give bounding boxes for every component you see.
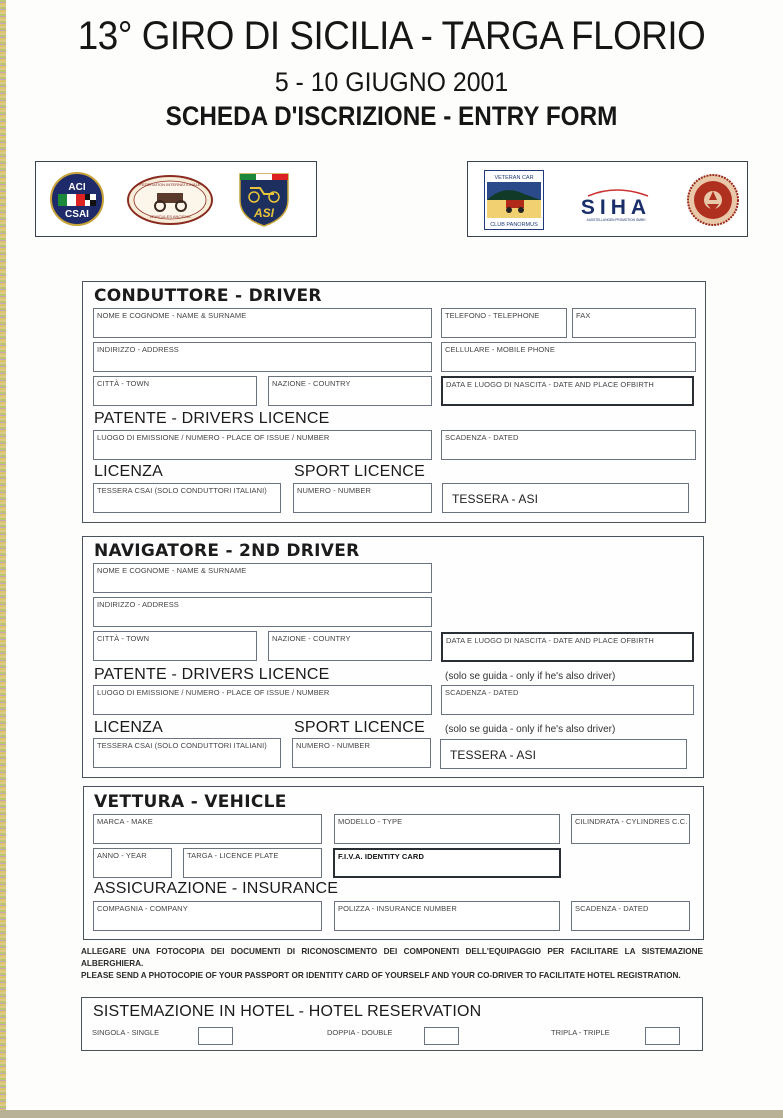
navigator-name-field[interactable] [93, 563, 432, 593]
hotel-triple-checkbox[interactable] [645, 1027, 680, 1045]
driver-licence-dated-field[interactable] [441, 430, 696, 460]
notice-italian: ALLEGARE UNA FOTOCOPIA DEI DOCUMENTI DI RICONOSCIMENTO DEI COMPONENTI DELL'EQUIPAGGIO PER FACILITARE LA SISTEMAZIONE ALBERGHIERA. [81, 947, 703, 968]
driver-telephone-label: TELEFONO - TELEPHONE [445, 311, 540, 320]
driver-sport-licence-heading: SPORT LICENCE [294, 463, 425, 480]
vehicle-fiva-card-field[interactable] [333, 848, 561, 878]
vehicle-cylinders-field[interactable] [571, 814, 690, 844]
event-dates: 5 - 10 GIUGNO 2001 [274, 67, 509, 97]
navigator-town-field[interactable] [93, 631, 257, 661]
csai-text: CSAI [65, 209, 89, 220]
driver-licence-place-field[interactable] [93, 430, 432, 460]
hotel-single-label: SINGOLA - SINGLE [92, 1028, 160, 1037]
vehicle-type-field[interactable] [334, 814, 560, 844]
navigator-licence-dated-field[interactable] [441, 685, 694, 715]
fiva-logo [127, 175, 213, 225]
hotel-double-checkbox[interactable] [424, 1027, 459, 1045]
navigator-country-field[interactable] [268, 631, 432, 661]
vehicle-plate-label: TARGA - LICENCE PLATE [187, 851, 279, 860]
driver-town-label: CITTÀ - TOWN [97, 379, 150, 388]
vehicle-fiva-card-label: F.I.V.A. IDENTITY CARD [338, 852, 424, 861]
navigator-asi-card-label: TESSERA - ASI [450, 748, 536, 762]
navigator-asi-card-field[interactable] [440, 739, 687, 769]
vehicle-make-label: MARCA - MAKE [97, 817, 153, 826]
driver-telephone-field[interactable] [441, 308, 567, 338]
driver-csai-card-label: TESSERA CSAI (SOLO CONDUTTORI ITALIANI) [97, 486, 267, 495]
insurance-dated-field[interactable] [571, 901, 690, 931]
insurance-policy-label: POLIZZA - INSURANCE NUMBER [338, 904, 457, 913]
driver-sport-number-field[interactable] [293, 483, 432, 513]
siha-subtext: AUSSTELLUNGEN PROMOTION GMBH [586, 218, 646, 222]
insurance-dated-label: SCADENZA - DATED [575, 904, 649, 913]
insurance-heading: ASSICURAZIONE - INSURANCE [94, 880, 339, 897]
driver-country-field[interactable] [268, 376, 432, 406]
driver-name-label: NOME E COGNOME - NAME & SURNAME [97, 311, 247, 320]
driver-birth-label: DATA E LUOGO DI NASCITA - DATE AND PLACE OFBIRTH [446, 380, 654, 389]
scan-bottom-edge [0, 1110, 783, 1118]
driver-licence-place-label: LUOGO DI EMISSIONE / NUMERO - PLACE OF ISSUE / NUMBER [97, 433, 330, 442]
driver-licenza-heading: LICENZA [94, 463, 163, 480]
driver-sport-number-label: NUMERO - NUMBER [297, 486, 371, 495]
navigator-licence-heading: PATENTE - DRIVERS LICENCE [94, 666, 330, 683]
driver-name-field[interactable] [93, 308, 432, 338]
hotel-triple-label: TRIPLA - TRIPLE [551, 1028, 610, 1037]
driver-mobile-field[interactable] [441, 342, 696, 372]
fiva-top-text: FEDERATION INTERNATIONALE [139, 182, 201, 187]
navigator-section-title: NAVIGATORE - 2ND DRIVER [94, 541, 360, 561]
driver-section-title: CONDUTTORE - DRIVER [94, 286, 322, 306]
automobile-club-palermo-logo [687, 174, 739, 226]
vehicle-year-field[interactable] [93, 848, 172, 878]
vehicle-make-field[interactable] [93, 814, 322, 844]
insurance-company-label: COMPAGNIA - COMPANY [97, 904, 188, 913]
vehicle-year-label: ANNO - YEAR [97, 851, 147, 860]
navigator-sport-number-field[interactable] [292, 738, 431, 768]
driver-fax-label: FAX [576, 311, 591, 320]
siha-logo [568, 184, 664, 224]
form-title: SCHEDA D'ISCRIZIONE - ENTRY FORM [165, 101, 618, 131]
driver-mobile-label: CELLULARE - MOBILE PHONE [445, 345, 555, 354]
navigator-csai-card-field[interactable] [93, 738, 281, 768]
navigator-sport-licence-heading: SPORT LICENCE [294, 719, 425, 736]
navigator-licence-place-label: LUOGO DI EMISSIONE / NUMERO - PLACE OF ISSUE / NUMBER [97, 688, 330, 697]
navigator-name-label: NOME E COGNOME - NAME & SURNAME [97, 566, 247, 575]
driver-licence-dated-label: SCADENZA - DATED [445, 433, 519, 442]
navigator-licence-place-field[interactable] [93, 685, 432, 715]
navigator-licence-note: (solo se guida - only if he's also driver) [445, 671, 616, 682]
driver-fax-field[interactable] [572, 308, 696, 338]
aci-csai-logo [50, 172, 104, 226]
navigator-country-label: NAZIONE - COUNTRY [272, 634, 351, 643]
vehicle-plate-field[interactable] [183, 848, 322, 878]
asi-logo [236, 170, 292, 228]
navigator-licence-dated-label: SCADENZA - DATED [445, 688, 519, 697]
driver-birth-field[interactable] [441, 376, 694, 406]
notice-english: PLEASE SEND A PHOTOCOPIE OF YOUR PASSPORT OR IDENTITY CARD OF YOURSELF AND YOUR CO-DRIVER TO FACILITATE HOTEL REGISTRATION. [81, 971, 681, 980]
veteran-car-text: VETERAN CAR [494, 175, 534, 181]
navigator-birth-field[interactable] [441, 632, 694, 662]
insurance-policy-field[interactable] [334, 901, 560, 931]
navigator-sport-note: (solo se guida - only if he's also driver) [445, 724, 616, 735]
veteran-car-club-panormus-logo [484, 170, 544, 230]
driver-country-label: NAZIONE - COUNTRY [272, 379, 351, 388]
navigator-licenza-heading: LICENZA [94, 719, 163, 736]
hotel-double-label: DOPPIA - DOUBLE [327, 1028, 393, 1037]
sponsor-logos-right [467, 161, 748, 237]
driver-licence-heading: PATENTE - DRIVERS LICENCE [94, 410, 330, 427]
navigator-sport-number-label: NUMERO - NUMBER [296, 741, 370, 750]
siha-text: SIHA [580, 196, 652, 219]
driver-asi-card-label: TESSERA - ASI [452, 492, 538, 506]
navigator-address-field[interactable] [93, 597, 432, 627]
vehicle-type-label: MODELLO - TYPE [338, 817, 403, 826]
driver-address-field[interactable] [93, 342, 432, 372]
driver-town-field[interactable] [93, 376, 257, 406]
vehicle-section-title: VETTURA - VEHICLE [94, 792, 287, 812]
driver-asi-card-field[interactable] [442, 483, 689, 513]
navigator-town-label: CITTÀ - TOWN [97, 634, 150, 643]
sponsor-logos-left [35, 161, 317, 237]
documents-notice [81, 946, 703, 982]
driver-address-label: INDIRIZZO - ADDRESS [97, 345, 179, 354]
hotel-section-title: SISTEMAZIONE IN HOTEL - HOTEL RESERVATION [93, 1003, 482, 1020]
navigator-csai-card-label: TESSERA CSAI (SOLO CONDUTTORI ITALIANI) [97, 741, 267, 750]
vehicle-cylinders-label: CILINDRATA - CYLINDRES C.C. [575, 817, 688, 826]
hotel-single-checkbox[interactable] [198, 1027, 233, 1045]
insurance-company-field[interactable] [93, 901, 322, 931]
fiva-bottom-text: VEHICULES ANCIENS [149, 214, 191, 219]
club-panormus-text: CLUB PANORMUS [490, 222, 538, 228]
navigator-address-label: INDIRIZZO - ADDRESS [97, 600, 179, 609]
event-title: 13° GIRO DI SICILIA - TARGA FLORIO [77, 14, 706, 58]
aci-text: ACI [68, 182, 86, 193]
asi-text: ASI [253, 206, 275, 220]
driver-csai-card-field[interactable] [93, 483, 281, 513]
navigator-birth-label: DATA E LUOGO DI NASCITA - DATE AND PLACE OFBIRTH [446, 636, 654, 645]
